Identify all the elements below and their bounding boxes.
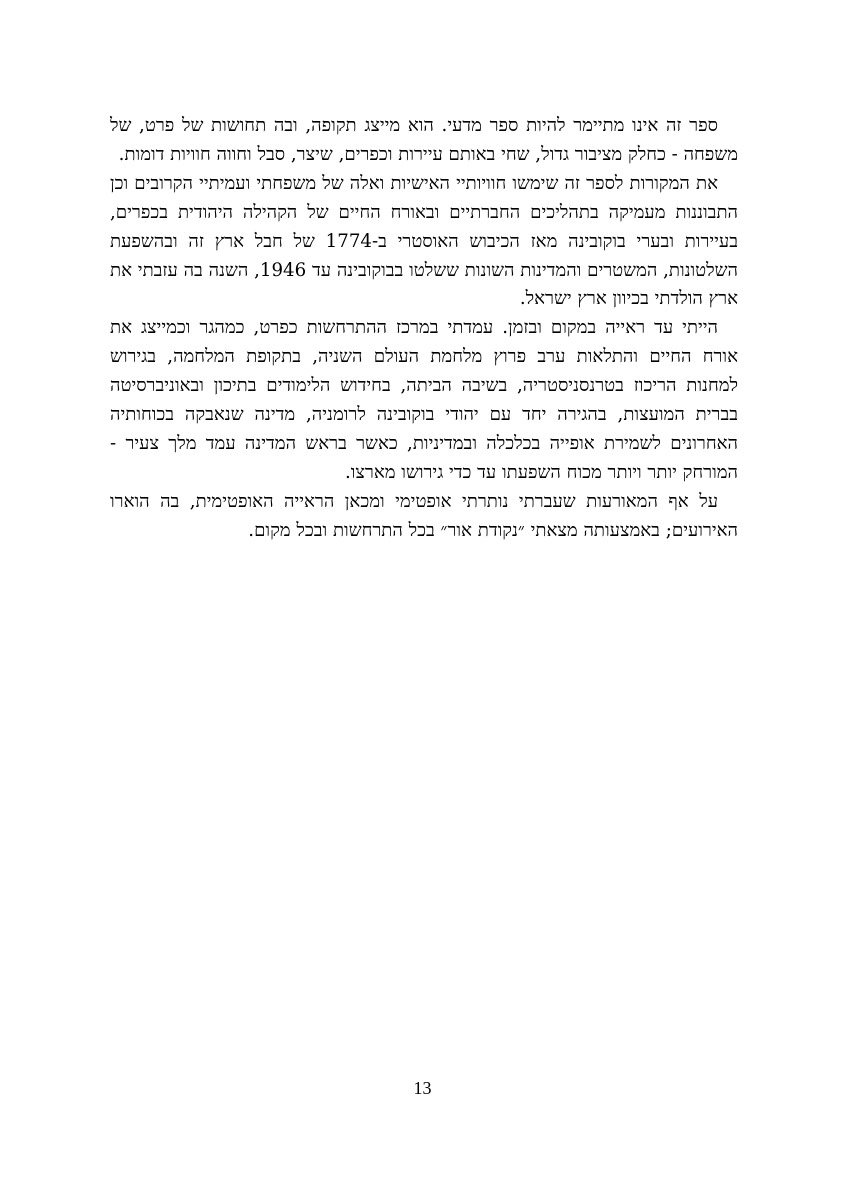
- body-text: [110, 112, 738, 546]
- paragraph-2: את המקורות לספר זה שימשו חוויותיי האישיות ואלה של משפחתי ועמיתיי הקרובים וכן התבוננות מעמיקה בתהליכים החברתיים ובאורח החיים של הקהילה היהודית בכפרים, בעיירות ובערי בוקובינה מאז הכיבוש האוסטרי ב-1774 של חבל ארץ זה ובהשפעת השלטונות, המשטרים והמדינות השונות ששלטו בבוקובינה עד 1946, השנה בה עזבתי את ארץ הולדתי בכיוון ארץ ישראל.: [110, 172, 738, 310]
- paragraph-4: על אף המאורעות שעברתי נותרתי אופטימי ומכאן הראייה האופטימית, בה הוארו האירועים; באמצעותה מצאתי ״נקודת אור״ בכל התרחשות ובכל מקום.: [110, 490, 738, 541]
- paragraph-1: ספר זה אינו מתיימר להיות ספר מדעי. הוא מייצג תקופה, ובה תחושות של פרט, של משפחה - כחלק מציבור גדול, שחי באותם עיירות וכפרים, שיצר, סבל וחווה חוויות דומות.: [110, 115, 738, 165]
- paragraph-3: הייתי עד ראייה במקום ובזמן. עמדתי במרכז ההתרחשות כפרט, כמהגר וכמייצג את אורח החיים והתלאות ערב פרוץ מלחמת העולם השניה, בתקופת המלחמה, בגירוש למחנות הריכוז בטרנסניסטריה, בשיבה הביתה, בחידוש הלימודים בתיכון ובאוניברסיטה בברית המועצות, בהגירה יחד עם יהודי בוקובינה לרומניה, מדינה שנאבקה בכוחותיה האחרונים לשמירת אופייה בכלכלה ובמדיניות, כאשר בראש המדינה עמד מלך צעיר - המורחק יותר ויותר מכוח השפעתו עד כדי גירושו מארצו.: [110, 317, 738, 483]
- page-number: 13: [413, 1078, 432, 1098]
